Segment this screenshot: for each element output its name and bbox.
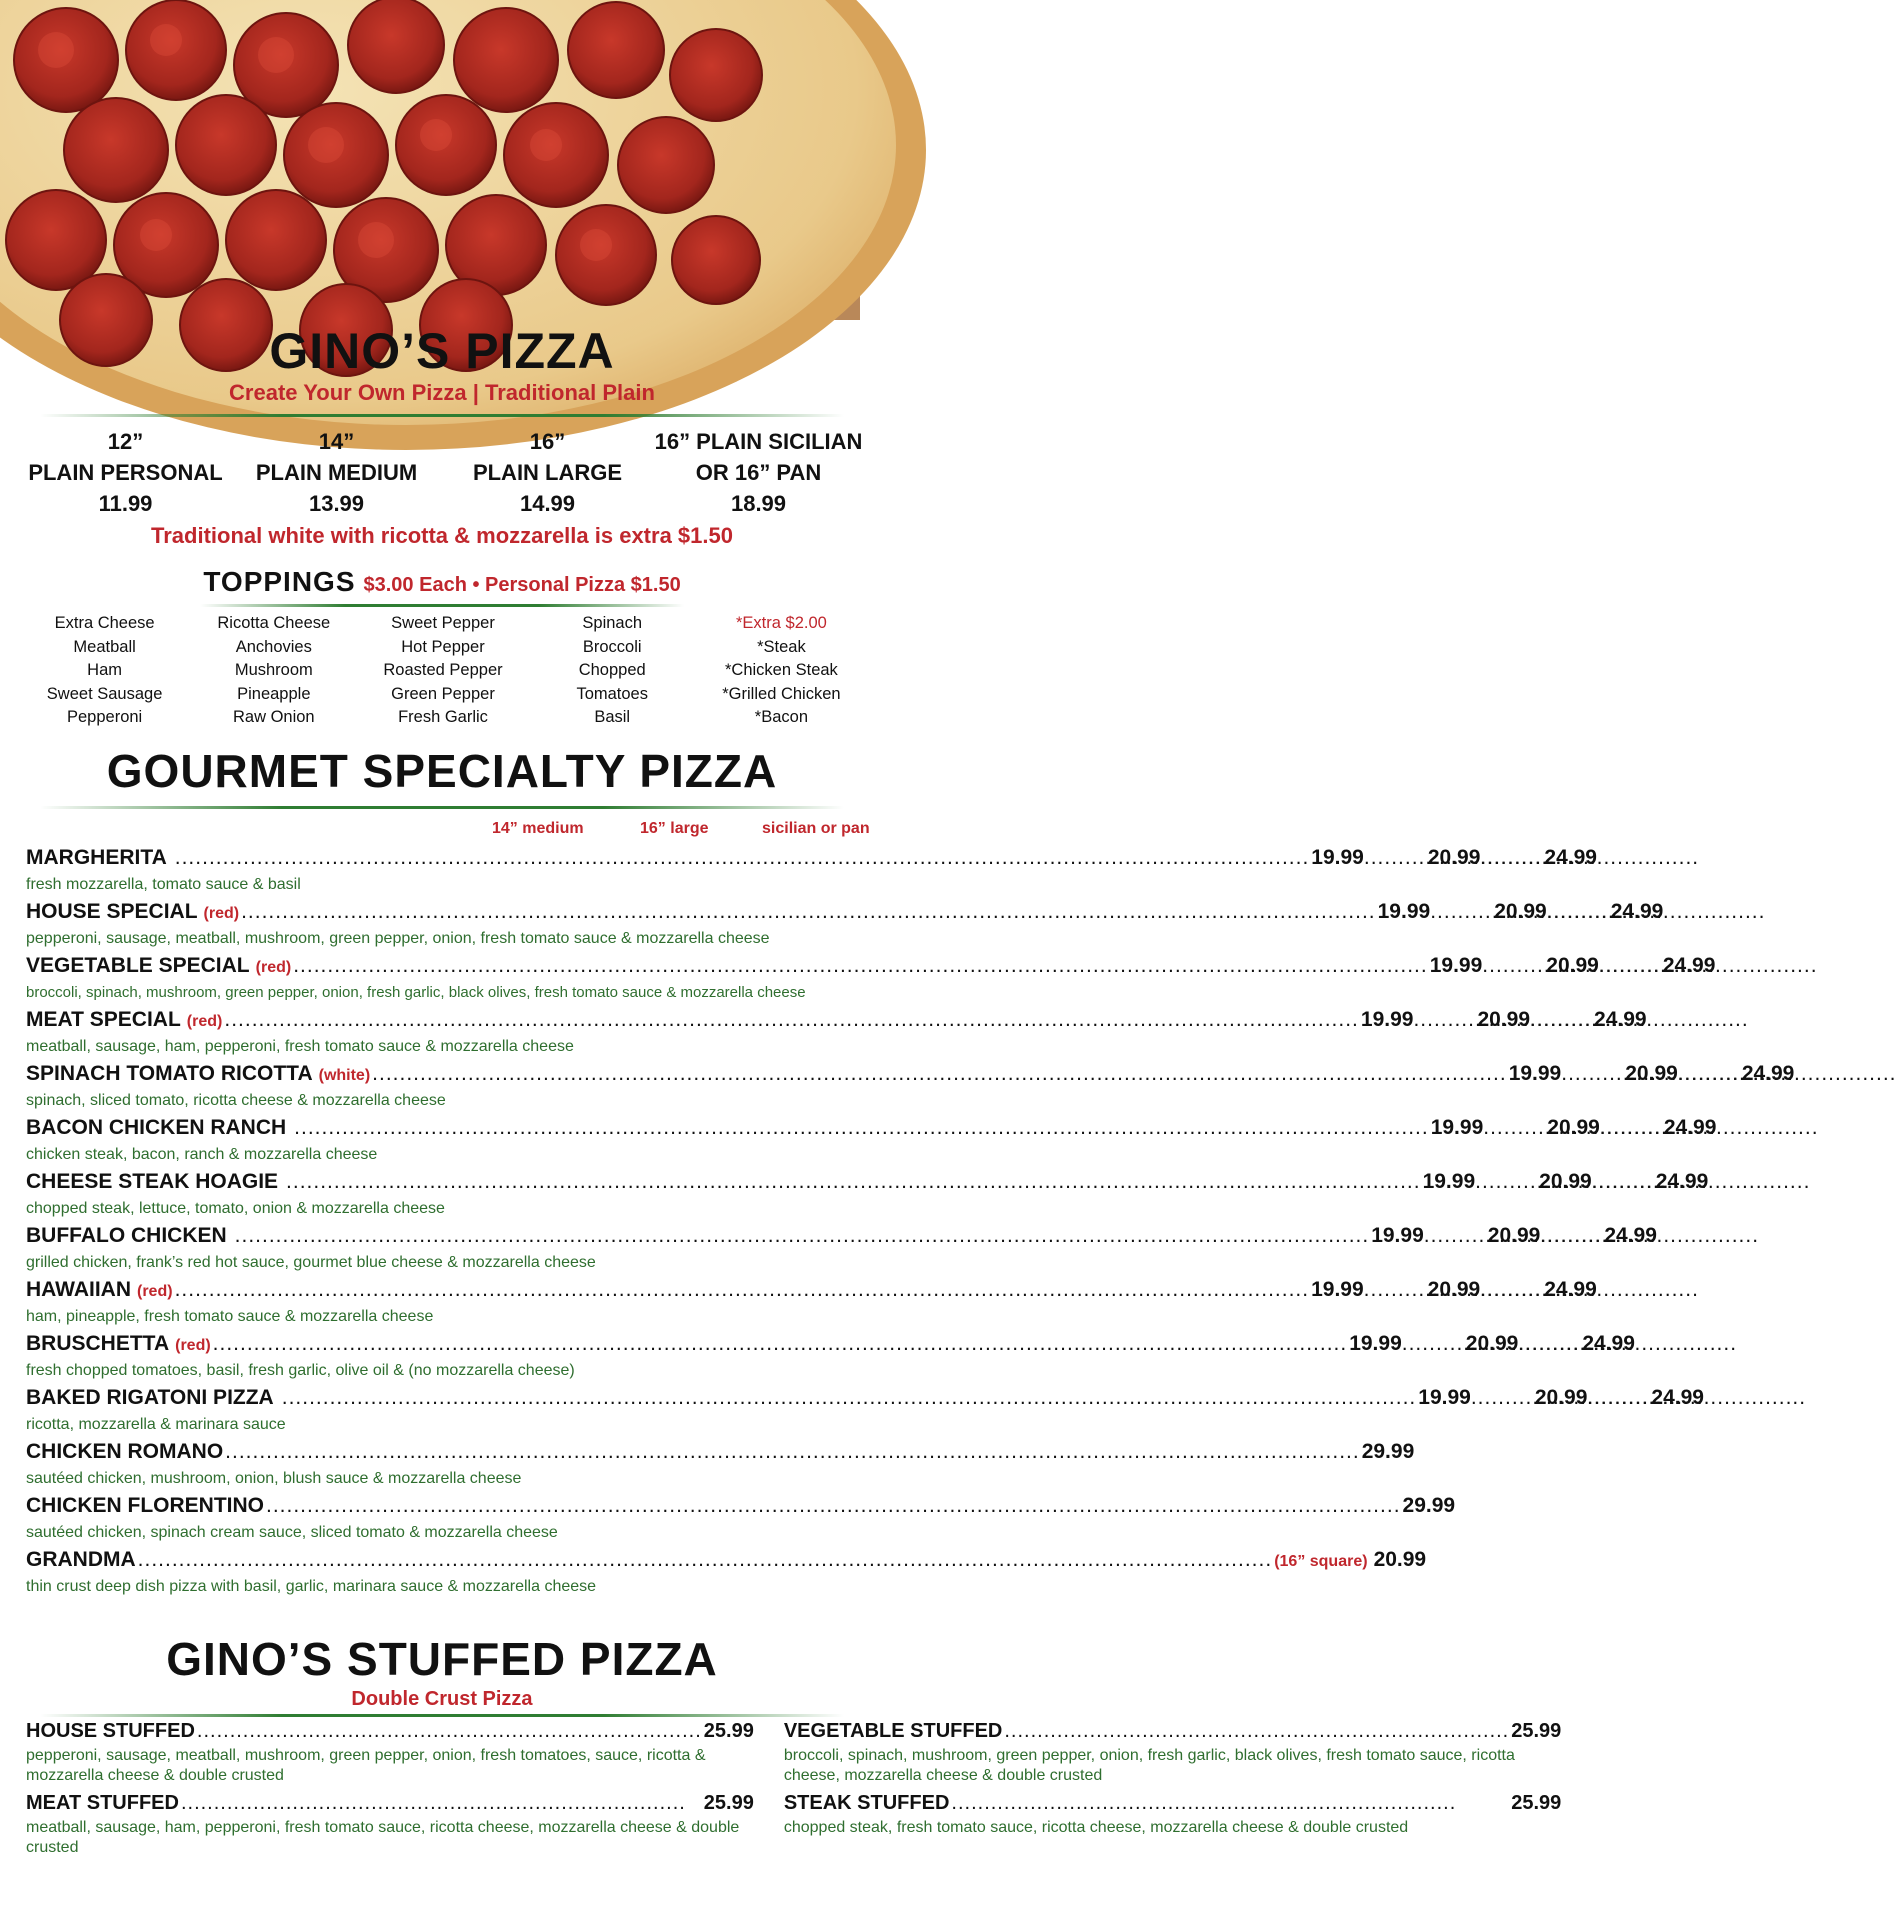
price-sicilian: 24.99 [1662, 954, 1716, 977]
price-sicilian: 24.99 [1594, 1008, 1647, 1031]
col-medium: 14” medium [492, 820, 584, 837]
price-large: 20.99 [1427, 1278, 1481, 1301]
item-name: CHICKEN ROMANO [26, 1440, 224, 1463]
topping-item: Hot Pepper [401, 637, 485, 656]
leader-dots [1600, 1116, 1664, 1140]
leader-dots [1547, 900, 1611, 924]
price-medium: 19.99 [1418, 1386, 1471, 1409]
leader-dots [1364, 1278, 1428, 1302]
size-price: 13.99 [308, 491, 365, 516]
menu-item-spinach-tomato-ricotta [26, 1062, 1795, 1116]
topping-item: Extra Cheese [54, 614, 155, 632]
topping-item: Spinach [582, 614, 643, 632]
size-sicilian [653, 426, 864, 519]
item-tag: (red) [137, 1283, 173, 1300]
item-name: VEGETABLE STUFFED [783, 1720, 1003, 1742]
topping-item: Green Pepper [391, 684, 495, 703]
stuffed-column-right [784, 1720, 1561, 1864]
topping-item: Fresh Garlic [398, 708, 488, 726]
premium-topping-item: *Chicken Steak [725, 661, 838, 679]
topping-item: Sweet Sausage [46, 684, 163, 703]
size-label: 16” [529, 429, 566, 454]
size-medium [231, 426, 442, 519]
topping-item: Raw Onion [232, 708, 315, 726]
item-price: 25.99 [1511, 1720, 1562, 1742]
item-description: broccoli, spinach, mushroom, green pepper, onion, fresh garlic, black olives, fresh tomato sauce & mozzarella cheese [26, 984, 806, 1001]
stuffed-item-house [26, 1720, 754, 1786]
size-label: 16” PLAIN SICILIAN [654, 429, 863, 454]
size-price: 14.99 [519, 491, 576, 516]
item-price: 25.99 [703, 1792, 754, 1814]
leader-dots [1592, 1170, 1656, 1194]
leader-dots [1402, 1332, 1466, 1356]
item-description: meatball, sausage, ham, pepperoni, fresh tomato sauce & mozzarella cheese [26, 1038, 574, 1055]
item-description: ham, pineapple, fresh tomato sauce & mozzarella cheese [26, 1308, 434, 1325]
price-large: 20.99 [1546, 954, 1599, 977]
menu-item-margherita [26, 846, 1597, 900]
leader-dots [1530, 1008, 1594, 1032]
size-name: PLAIN MEDIUM [255, 460, 418, 485]
price-sicilian: 24.99 [1651, 1386, 1704, 1409]
price-sicilian: 24.99 [1655, 1170, 1709, 1193]
item-name: GRANDMA [26, 1548, 136, 1571]
menu-item-buffalo-chicken [26, 1224, 1657, 1278]
price-sicilian: 24.99 [1741, 1062, 1795, 1085]
leader-dots [1364, 846, 1428, 870]
leader-dots [1480, 1278, 1544, 1302]
divider [40, 1714, 844, 1717]
stuffed-item-steak [784, 1792, 1561, 1838]
item-description: chicken steak, bacon, ranch & mozzarella cheese [26, 1146, 378, 1163]
col-sicilian: sicilian or pan [762, 820, 870, 837]
topping-item: Meatball [73, 637, 136, 656]
price-sicilian: 24.99 [1544, 846, 1597, 869]
size-price: 18.99 [730, 491, 787, 516]
size-label: 14” [318, 429, 355, 454]
item-description: pepperoni, sausage, meatball, mushroom, green pepper, onion, fresh tomatoes, sauce, ricotta & mozzarella cheese & double crusted [26, 1747, 706, 1784]
topping-item: Ricotta Cheese [217, 614, 331, 632]
leader-dots [1471, 1386, 1535, 1410]
divider [200, 604, 684, 607]
leader-dots [372, 1062, 1507, 1086]
item-name: HOUSE STUFFED [26, 1720, 195, 1742]
size-name: OR 16” PAN [695, 460, 822, 485]
price-large: 20.99 [1427, 846, 1481, 869]
price-sicilian: 24.99 [1663, 1116, 1717, 1139]
leader-dots [1004, 1720, 1509, 1743]
toppings-title: TOPPINGS [203, 566, 356, 597]
topping-item: Basil [594, 708, 631, 726]
leader-dots [294, 1116, 1429, 1140]
stuffed-item-meat [26, 1792, 754, 1858]
topping-item: Pepperoni [66, 708, 143, 726]
menu-item-meat-special [26, 1008, 1647, 1062]
item-name: HOUSE SPECIAL [26, 900, 198, 923]
menu-item-hawaiian [26, 1278, 1597, 1332]
item-name: BACON CHICKEN RANCH [26, 1116, 287, 1139]
menu-item-baked-rigatoni-pizza [26, 1386, 1704, 1440]
item-price: 25.99 [703, 1720, 754, 1742]
item-tag: (red) [203, 905, 240, 922]
leader-dots [1413, 1008, 1477, 1032]
price-sicilian: 24.99 [1610, 900, 1664, 923]
premium-topping-item: *Bacon [754, 708, 809, 726]
gourmet-section-title: GOURMET SPECIALTY PIZZA [106, 745, 778, 797]
topping-item: Anchovies [235, 637, 312, 656]
price-large: 20.99 [1477, 1008, 1531, 1031]
leader-dots [1475, 1170, 1539, 1194]
menu-item-chicken-romano [26, 1440, 1415, 1494]
premium-topping-item: *Steak [757, 637, 806, 656]
price-large: 20.99 [1465, 1332, 1519, 1355]
item-price: 20.99 [1373, 1548, 1427, 1571]
leader-dots [1678, 1062, 1742, 1086]
item-name: CHICKEN FLORENTINO [26, 1494, 264, 1517]
premium-toppings-head: *Extra $2.00 [736, 614, 827, 632]
leader-dots [266, 1494, 1401, 1518]
leader-dots [1480, 846, 1544, 870]
price-medium: 19.99 [1311, 846, 1364, 869]
item-price: 25.99 [1511, 1792, 1562, 1814]
leader-dots [235, 1224, 1370, 1248]
menu-item-house-special [26, 900, 1664, 954]
leader-dots [175, 846, 1310, 870]
item-tag: (red) [255, 959, 292, 976]
price-medium: 19.99 [1311, 1278, 1364, 1301]
leader-dots [225, 1440, 1360, 1464]
price-medium: 19.99 [1360, 1008, 1414, 1031]
item-description: fresh chopped tomatoes, basil, fresh garlic, olive oil & (no mozzarella cheese) [26, 1362, 575, 1379]
price-column-headers [0, 820, 884, 842]
item-name: CHEESE STEAK HOAGIE [26, 1170, 279, 1193]
price-large: 20.99 [1494, 900, 1547, 923]
item-description: fresh mozzarella, tomato sauce & basil [26, 876, 301, 893]
item-description: chopped steak, fresh tomato sauce, ricotta cheese, mozzarella cheese & double crusted [783, 1819, 1409, 1836]
gourmet-items [26, 846, 1795, 1602]
menu-item-chicken-florentino [26, 1494, 1456, 1548]
leader-dots [241, 900, 1376, 924]
leader-dots [293, 954, 1428, 978]
leader-dots [282, 1386, 1417, 1410]
leader-dots [286, 1170, 1421, 1194]
item-tag: (white) [318, 1067, 371, 1084]
menu-item-bruschetta [26, 1332, 1635, 1386]
leader-dots [181, 1792, 702, 1815]
subtitle: Create Your Own Pizza | Traditional Plain [229, 380, 655, 405]
stuffed-column-left [26, 1720, 754, 1864]
topping-item: Ham [87, 661, 123, 679]
stuffed-items [26, 1720, 1562, 1864]
toppings-column [189, 612, 358, 730]
price-large: 20.99 [1539, 1170, 1592, 1193]
leader-dots [1561, 1062, 1625, 1086]
item-description: spinach, sliced tomato, ricotta cheese & mozzarella cheese [26, 1092, 446, 1109]
item-name: MEAT SPECIAL [26, 1008, 181, 1031]
leader-dots [213, 1332, 1348, 1356]
item-description: sautéed chicken, spinach cream sauce, sliced tomato & mozzarella cheese [26, 1524, 558, 1541]
menu-item-cheese-steak-hoagie [26, 1170, 1709, 1224]
brand-title: GINO’S PIZZA [269, 323, 615, 379]
leader-dots [1587, 1386, 1651, 1410]
pepperoni-pizza-photo [26, 30, 860, 320]
leader-dots [1424, 1224, 1488, 1248]
price-medium: 19.99 [1371, 1224, 1424, 1247]
item-description: broccoli, spinach, mushroom, green pepper, onion, fresh garlic, black olives, fresh tomato sauce, ricotta cheese, mozzarella cheese & double crusted [783, 1747, 1515, 1784]
topping-item: Tomatoes [576, 684, 648, 703]
item-description: ricotta, mozzarella & marinara sauce [26, 1416, 286, 1433]
toppings-list [20, 612, 866, 730]
price-medium: 19.99 [1508, 1062, 1562, 1085]
item-tag: (red) [175, 1337, 211, 1354]
stuffed-section-title: GINO’S STUFFED PIZZA [166, 1633, 718, 1685]
item-description: meatball, sausage, ham, pepperoni, fresh tomato sauce, ricotta cheese, mozzarella cheese & double crusted [26, 1819, 740, 1856]
divider [40, 414, 844, 417]
toppings-column [20, 612, 189, 730]
menu-item-bacon-chicken-ranch [26, 1116, 1717, 1170]
leader-dots [1518, 1332, 1582, 1356]
price-medium: 19.99 [1429, 954, 1483, 977]
item-description: grilled chicken, frank’s red hot sauce, gourmet blue cheese & mozzarella cheese [26, 1254, 596, 1271]
price-sicilian: 24.99 [1582, 1332, 1635, 1355]
price-medium: 19.99 [1377, 900, 1431, 923]
premium-toppings-column [697, 612, 866, 730]
stuffed-item-vegetable [784, 1720, 1561, 1786]
price-sicilian: 24.99 [1544, 1278, 1597, 1301]
size-name: PLAIN LARGE [472, 460, 623, 485]
item-name: STEAK STUFFED [783, 1792, 950, 1814]
item-price: 29.99 [1361, 1440, 1415, 1463]
leader-dots [197, 1720, 702, 1743]
item-price: 29.99 [1402, 1494, 1456, 1517]
topping-item: Chopped [578, 661, 646, 679]
size-large [442, 426, 653, 519]
item-size-note: (16” square) [1274, 1553, 1368, 1570]
topping-item: Sweet Pepper [391, 614, 495, 632]
topping-item: Broccoli [582, 637, 642, 656]
item-name: MARGHERITA [26, 846, 167, 869]
toppings-column [358, 612, 527, 730]
item-description: sautéed chicken, mushroom, onion, blush sauce & mozzarella cheese [26, 1470, 522, 1487]
item-description: pepperoni, sausage, meatball, mushroom, green pepper, onion, fresh tomato sauce & mozzarella cheese [26, 930, 770, 947]
price-large: 20.99 [1534, 1386, 1588, 1409]
premium-topping-item: *Grilled Chicken [722, 684, 841, 703]
menu-item-grandma [26, 1548, 1427, 1602]
leader-dots [1482, 954, 1546, 978]
item-name: HAWAIIAN [26, 1278, 131, 1301]
price-medium: 19.99 [1349, 1332, 1402, 1355]
toppings-heading [0, 566, 884, 598]
stuffed-subtitle: Double Crust Pizza [351, 1688, 533, 1710]
leader-dots [138, 1548, 1273, 1572]
size-personal [20, 426, 231, 519]
price-large: 20.99 [1487, 1224, 1541, 1247]
price-sicilian: 24.99 [1604, 1224, 1657, 1247]
item-name: VEGETABLE SPECIAL [26, 954, 250, 977]
size-price: 11.99 [98, 491, 153, 516]
topping-item: Pineapple [237, 684, 311, 703]
item-name: BAKED RIGATONI PIZZA [26, 1386, 274, 1409]
item-description: chopped steak, lettuce, tomato, onion & mozzarella cheese [26, 1200, 445, 1217]
leader-dots [224, 1008, 1359, 1032]
toppings-pricing: $3.00 Each • Personal Pizza $1.50 [363, 574, 681, 596]
menu-item-vegetable-special [26, 954, 1716, 1008]
price-medium: 19.99 [1422, 1170, 1476, 1193]
item-tag: (red) [186, 1013, 223, 1030]
price-large: 20.99 [1625, 1062, 1678, 1085]
item-name: BRUSCHETTA [26, 1332, 170, 1355]
leader-dots [951, 1792, 1509, 1815]
topping-item: Mushroom [234, 661, 313, 679]
leader-dots [1599, 954, 1663, 978]
size-name: PLAIN PERSONAL [28, 460, 223, 485]
col-large: 16” large [640, 820, 709, 837]
topping-item: Roasted Pepper [383, 661, 503, 679]
white-pizza-note: Traditional white with ricotta & mozzarella is extra $1.50 [151, 523, 733, 548]
leader-dots [1483, 1116, 1547, 1140]
toppings-column [528, 612, 697, 730]
item-name: SPINACH TOMATO RICOTTA [26, 1062, 313, 1085]
price-medium: 19.99 [1430, 1116, 1484, 1139]
price-large: 20.99 [1547, 1116, 1600, 1139]
leader-dots [1540, 1224, 1604, 1248]
item-description: thin crust deep dish pizza with basil, garlic, marinara sauce & mozzarella cheese [26, 1578, 597, 1595]
leader-dots [175, 1278, 1310, 1302]
item-name: BUFFALO CHICKEN [26, 1224, 227, 1247]
divider [40, 806, 844, 809]
plain-sizes [20, 426, 864, 519]
leader-dots [1430, 900, 1494, 924]
size-label: 12” [107, 429, 144, 454]
item-name: MEAT STUFFED [26, 1792, 179, 1814]
